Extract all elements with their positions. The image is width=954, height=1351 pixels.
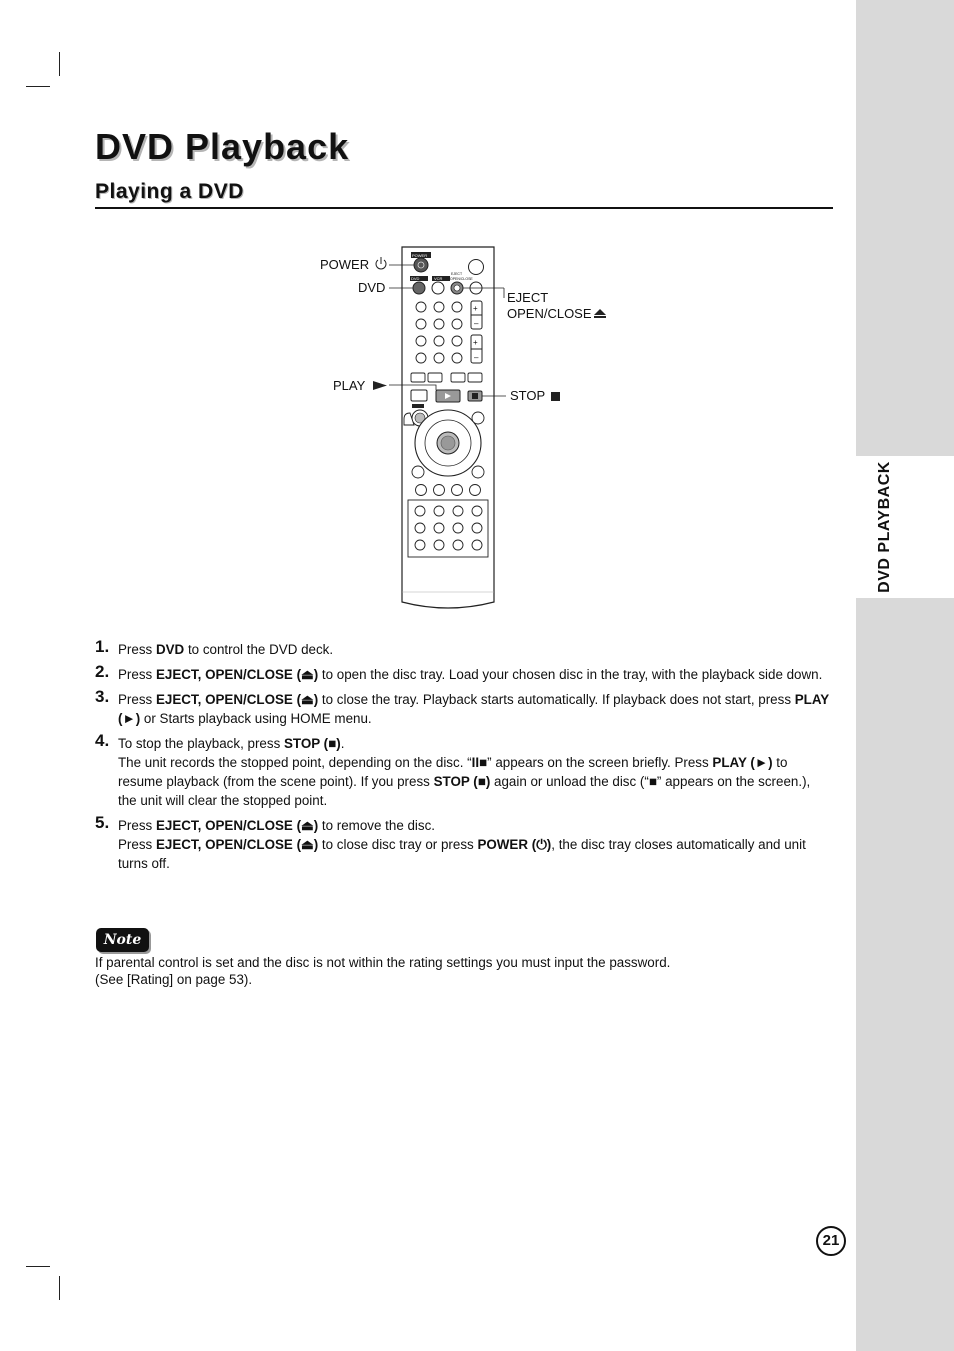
note-line: If parental control is set and the disc is not within the rating settings you must input the password. — [95, 955, 671, 970]
step-item — [95, 687, 830, 728]
step-text: The unit records the stopped point, depending on the disc. “ — [118, 755, 472, 770]
step-text: . — [340, 736, 345, 751]
step-number: 4. — [95, 731, 110, 750]
step-keyword: PLAY (►) — [712, 755, 773, 770]
step-text: Press — [118, 818, 156, 833]
step-keyword: EJECT, OPEN/CLOSE (⏏) — [155, 692, 319, 707]
step-number: 1. — [95, 637, 110, 656]
crop-mark — [26, 86, 50, 87]
crop-mark — [26, 1266, 50, 1267]
section-title: Playing a DVD — [95, 180, 244, 203]
step-text: To stop the playback, press — [118, 736, 284, 751]
dvd-button — [413, 282, 425, 294]
svg-text:DVD: DVD — [411, 276, 420, 281]
svg-text:POWER: POWER — [412, 253, 428, 258]
step-text: to resume playback (from the scene point). If you press — [118, 755, 788, 789]
play-callout-icon — [373, 381, 387, 390]
power-callout: POWER — [320, 257, 370, 272]
page-title: DVD Playback — [95, 126, 350, 167]
dvd-callout: DVD — [358, 280, 386, 295]
eject-callout-line1: EJECT — [507, 290, 549, 305]
step-text: to open the disc tray. Load your chosen disc in the tray, with the playback side down. — [318, 667, 823, 682]
note-text — [95, 954, 835, 988]
step-text: Press — [118, 692, 156, 707]
step-text: again or unload the disc (“■” appears on the screen.), the unit will clear the stopped point. — [118, 774, 811, 808]
steps-list — [95, 637, 830, 879]
step-text: or Starts playback using HOME menu. — [140, 711, 372, 726]
remote-diagram — [300, 240, 630, 615]
note-badge: Note — [96, 928, 149, 952]
eject-icon — [594, 309, 606, 318]
crop-mark — [59, 52, 60, 76]
step-text: to remove the disc. — [318, 818, 436, 833]
step-keyword: STOP (■) — [433, 774, 491, 789]
step-text: to close the tray. Playback starts automatically. If playback does not start, press — [318, 692, 795, 707]
stop-callout: STOP — [510, 388, 546, 403]
side-tab-label: DVD PLAYBACK — [876, 461, 893, 593]
step-text: ” appears on the screen briefly. Press — [487, 755, 713, 770]
side-tab-background — [856, 0, 954, 456]
play-callout: PLAY — [333, 378, 366, 393]
step-keyword: STOP (■) — [283, 736, 341, 751]
step-text: to control the DVD deck. — [184, 642, 334, 657]
svg-text:+: + — [473, 338, 478, 347]
svg-text:OPEN/CLOSE: OPEN/CLOSE — [450, 277, 473, 281]
step-keyword: POWER (⏻) — [477, 837, 552, 852]
stop-icon — [472, 393, 478, 399]
step-keyword: EJECT, OPEN/CLOSE (⏏) — [155, 667, 319, 682]
step-keyword: EJECT, OPEN/CLOSE (⏏) — [155, 818, 319, 833]
step-keyword: DVD — [155, 642, 185, 657]
step-keyword: PLAY (►) — [118, 692, 829, 726]
crop-mark — [59, 1276, 60, 1300]
step-item — [95, 813, 830, 873]
top-right-button — [469, 260, 484, 275]
step-text: , the disc tray closes automatically and unit turns off. — [118, 837, 806, 871]
section-rule — [95, 207, 833, 209]
step-item — [95, 731, 830, 810]
step-number: 2. — [95, 662, 110, 681]
step-keyword: II■ — [471, 755, 488, 770]
step-number: 5. — [95, 813, 110, 832]
stop-callout-icon — [551, 392, 560, 401]
step-item — [95, 637, 830, 659]
svg-text:–: – — [474, 353, 479, 362]
vcr-button — [432, 282, 444, 294]
power-button — [414, 258, 428, 272]
svg-text:–: – — [474, 319, 479, 328]
step-text: Press — [118, 837, 156, 852]
power-symbol-icon — [376, 257, 386, 269]
step-number: 3. — [95, 687, 110, 706]
step-text: Press — [118, 642, 156, 657]
note-line: (See [Rating] on page 53). — [95, 972, 253, 987]
svg-text:EJECT: EJECT — [451, 272, 463, 276]
svg-text:VCR: VCR — [434, 276, 443, 281]
svg-text:+: + — [473, 304, 478, 313]
step-text: Press — [118, 667, 156, 682]
side-tab-background — [856, 598, 954, 1351]
page-number: 21 — [816, 1226, 846, 1256]
step-keyword: EJECT, OPEN/CLOSE (⏏) — [155, 837, 319, 852]
step-item — [95, 662, 830, 684]
step-text: to close disc tray or press — [318, 837, 478, 852]
eject-callout-line2: OPEN/CLOSE — [507, 306, 592, 321]
